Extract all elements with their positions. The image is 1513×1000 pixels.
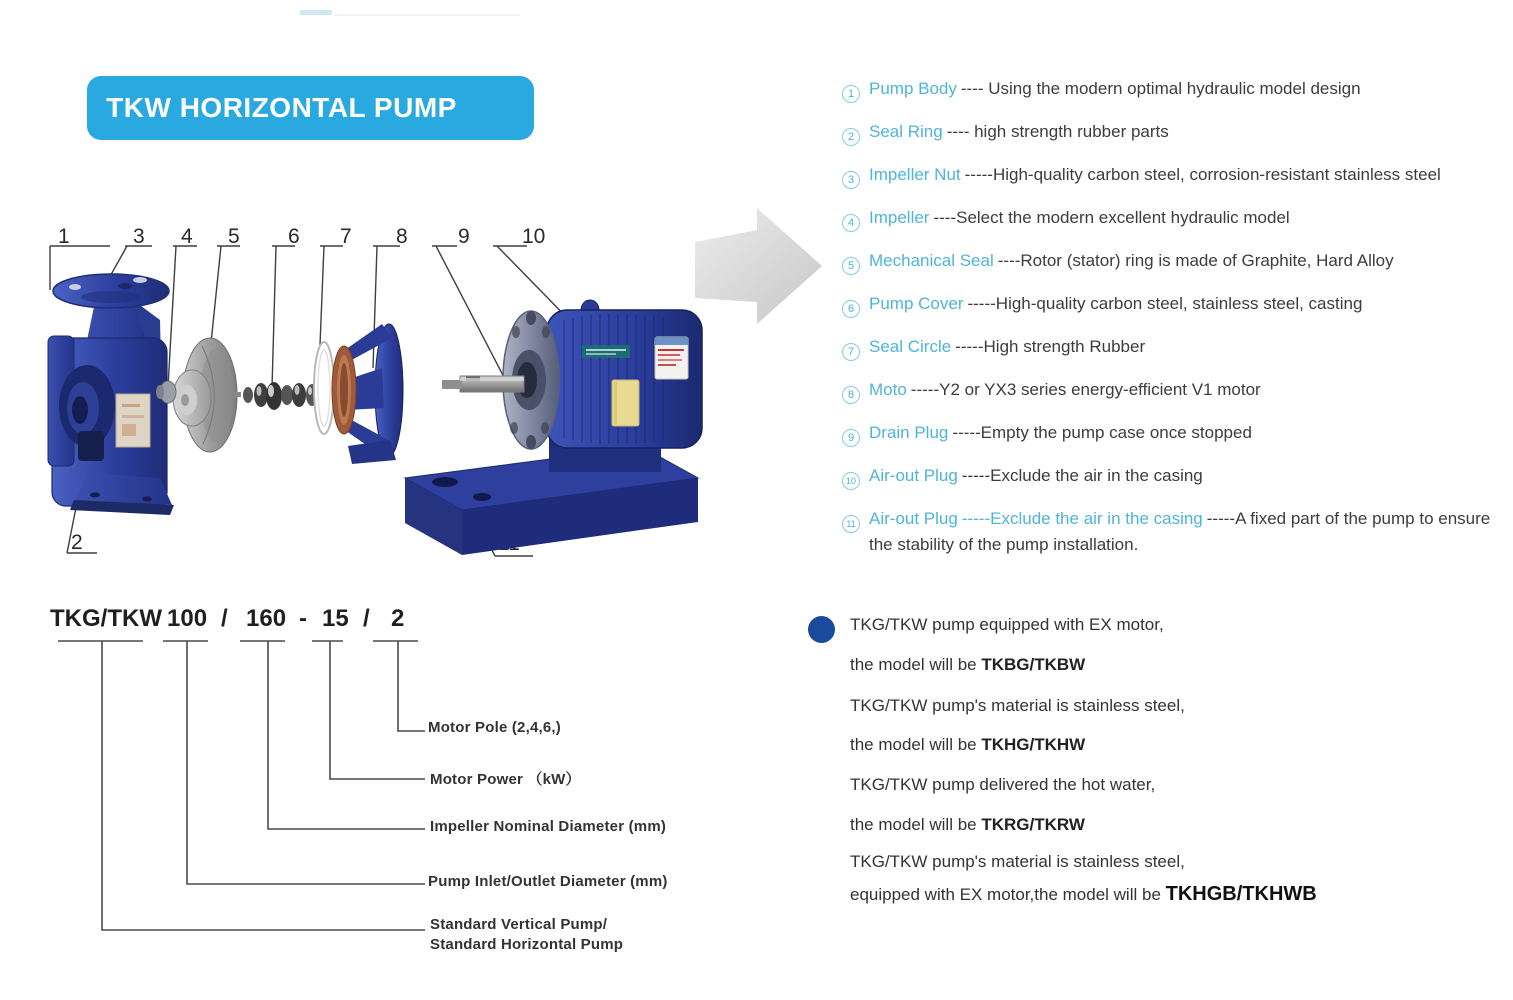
part-description: ---- Using the modern optimal hydraulic model design [960, 79, 1361, 98]
note-line-5: TKG/TKW pump delivered the hot water, [850, 775, 1156, 794]
seal-circle-ring [314, 342, 334, 434]
impeller-illustration [156, 338, 237, 452]
label-pump-type-line1: Standard Vertical Pump/ [430, 916, 608, 933]
part-name: Seal Ring [869, 122, 943, 141]
model-code-power: 15 [322, 605, 349, 632]
part-description: ----Rotor (stator) ring is made of Graphite, Hard Alloy [997, 251, 1394, 270]
model-code-pole: 2 [391, 605, 405, 632]
page-title: TKW HORIZONTAL PUMP [106, 92, 457, 123]
callout-3: 3 [133, 225, 145, 248]
callout-2: 2 [71, 531, 83, 554]
top-faint-line [334, 14, 520, 16]
callout-9: 9 [458, 225, 470, 248]
part-number-badge: 7 [842, 343, 860, 361]
top-dash-decoration [300, 10, 332, 15]
callout-7: 7 [340, 225, 352, 248]
parts-list [842, 77, 1513, 573]
part-description: ----Select the modern excellent hydraulic model [933, 208, 1290, 227]
parts-list-item-2 [842, 120, 1513, 146]
callout-4: 4 [181, 225, 193, 248]
model-code-diameter: 160 [246, 605, 287, 632]
model-code-inlet: 100 [167, 605, 208, 632]
model-name-tkbg: TKBG/TKBW [981, 655, 1086, 674]
part-number-badge: 6 [842, 300, 860, 318]
label-impeller-diameter: Impeller Nominal Diameter (mm) [430, 818, 667, 835]
part-name: Seal Circle [869, 337, 952, 356]
part-description: -----Exclude the air in the casing [961, 466, 1203, 485]
callout-1: 1 [58, 225, 70, 248]
parts-list-item-1 [842, 77, 1513, 103]
part-number-badge: 1 [842, 85, 860, 103]
parts-list-item-10 [842, 464, 1513, 490]
part-name: Drain Plug [869, 423, 949, 442]
part-number-badge: 8 [842, 386, 860, 404]
part-name: Mechanical Seal [869, 251, 994, 270]
part-number-badge: 3 [842, 171, 860, 189]
model-name-tkhg: TKHG/TKHW [981, 735, 1086, 754]
parts-list-item-3 [842, 163, 1513, 189]
callout-5: 5 [228, 225, 240, 248]
parts-list-item-4 [842, 206, 1513, 232]
model-code-dash: - [299, 605, 307, 632]
model-name-tkhgb: TKHGB/TKHWB [1165, 883, 1317, 905]
label-motor-power: Motor Power （kW） [430, 771, 581, 788]
model-code-slash1: / [221, 605, 228, 632]
parts-list-item-7 [842, 335, 1513, 361]
part-description: ---- high strength rubber parts [946, 122, 1169, 141]
note-line-6: the model will be TKRG/TKRW [850, 815, 1085, 834]
part-description: -----A fixed part of the pump to ensure the stability of the pump installation. [869, 509, 1491, 554]
label-pump-type-line2: Standard Horizontal Pump [430, 936, 624, 953]
motor-teal-label [582, 345, 630, 358]
part-name: Impeller [869, 208, 930, 227]
part-name: Pump Body [869, 79, 957, 98]
note-line-4: the model will be TKHG/TKHW [850, 735, 1086, 754]
part-description: -----Empty the pump case once stopped [952, 423, 1252, 442]
callout-8: 8 [396, 225, 408, 248]
right-arrow-icon [690, 200, 830, 335]
part-description: -----Y2 or YX3 series energy-efficient V1 motor [910, 380, 1261, 399]
part-number-badge: 5 [842, 257, 860, 275]
part-description: -----High-quality carbon steel, stainless steel, casting [967, 294, 1363, 313]
part-number-badge: 10 [842, 472, 860, 490]
note-line-8: equipped with EX motor,the model will be TKHGB/TKHWB [850, 883, 1317, 905]
notes-bullet [808, 616, 835, 643]
note-line-2: the model will be TKBG/TKBW [850, 655, 1086, 674]
part-name-continuation: -----Exclude the air in the casing [961, 509, 1203, 528]
note-line-1: TKG/TKW pump equipped with EX motor, [850, 615, 1164, 634]
model-code-slash2: / [363, 605, 370, 632]
part-number-badge: 11 [842, 515, 860, 533]
note-line-7: TKG/TKW pump's material is stainless steel, [850, 852, 1185, 871]
pump-body-illustration [48, 274, 174, 515]
pump-cover-illustration [332, 324, 403, 464]
part-name: Pump Cover [869, 294, 964, 313]
part-name: Air-out Plug [869, 466, 958, 485]
parts-list-item-11 [842, 507, 1513, 556]
part-number-badge: 2 [842, 128, 860, 146]
part-description: -----High strength Rubber [955, 337, 1146, 356]
mechanical-seal-parts [233, 382, 318, 410]
note-line-3: TKG/TKW pump's material is stainless steel, [850, 696, 1185, 715]
pump-label-sticker [116, 394, 150, 447]
parts-list-item-9 [842, 421, 1513, 447]
motor-illustration [442, 300, 702, 472]
callout-10: 10 [522, 225, 546, 248]
callout-6: 6 [288, 225, 300, 248]
exploded-pump-diagram [30, 210, 790, 580]
title-banner [87, 76, 534, 140]
label-motor-pole: Motor Pole (2,4,6,) [428, 719, 561, 736]
model-code-series: TKG/TKW [50, 605, 162, 632]
model-name-tkrg: TKRG/TKRW [981, 815, 1085, 834]
part-number-badge: 4 [842, 214, 860, 232]
label-inlet-outlet: Pump Inlet/Outlet Diameter (mm) [428, 873, 668, 890]
part-number-badge: 9 [842, 429, 860, 447]
part-description: -----High-quality carbon steel, corrosion-resistant stainless steel [964, 165, 1441, 184]
model-code-connector-lines [40, 630, 640, 960]
parts-list-item-8 [842, 378, 1513, 404]
part-name: Moto [869, 380, 907, 399]
part-name: Air-out Plug [869, 509, 958, 528]
parts-list-item-6 [842, 292, 1513, 318]
part-name: Impeller Nut [869, 165, 961, 184]
parts-list-item-5 [842, 249, 1513, 275]
